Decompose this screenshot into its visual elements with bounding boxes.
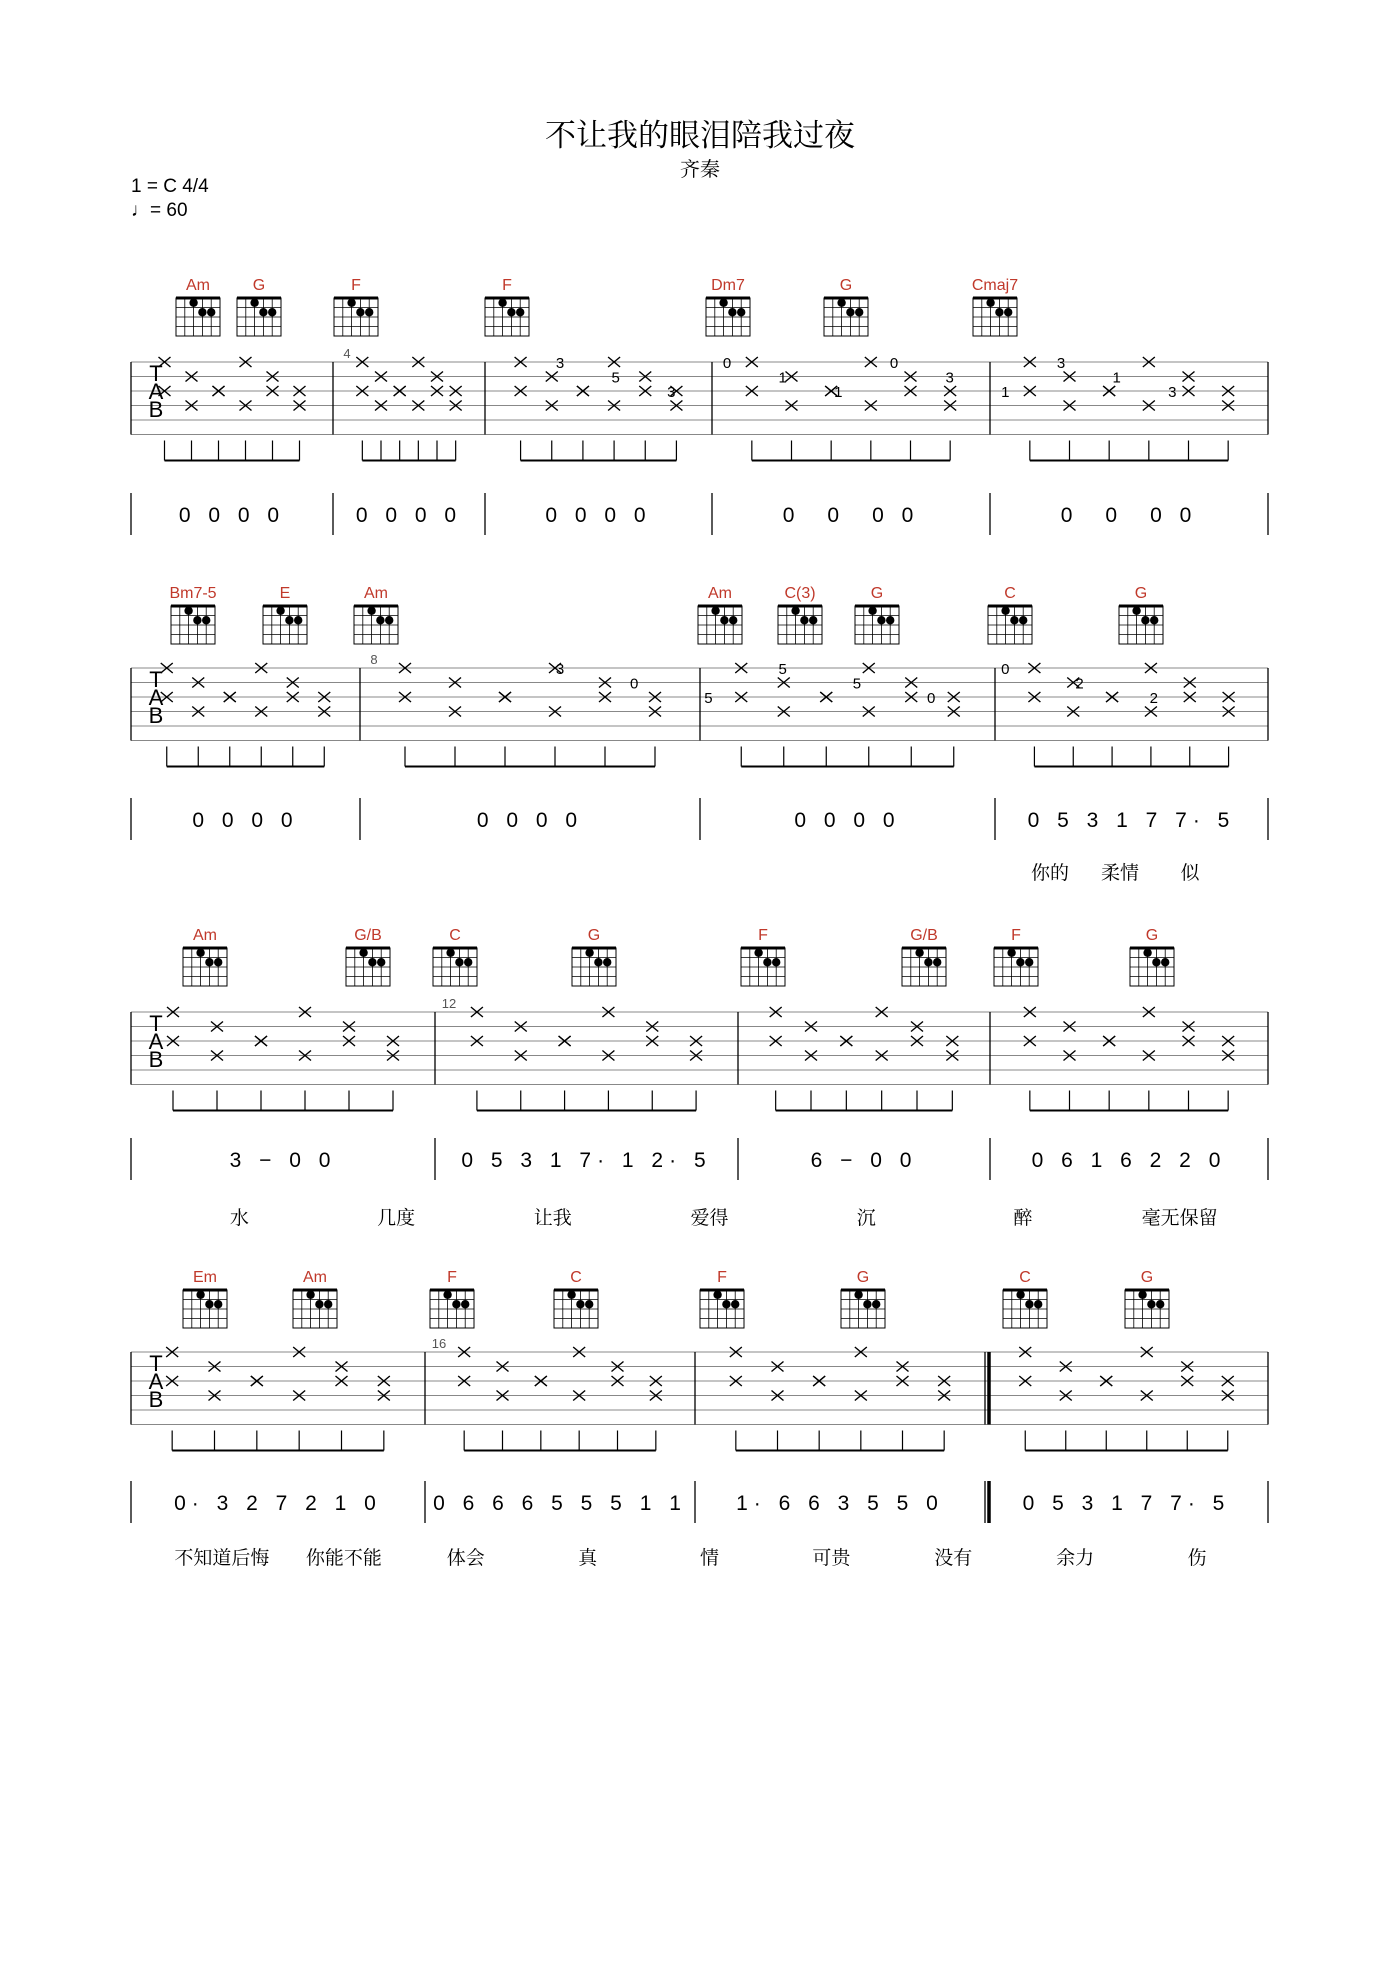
chord-finger-dot [1132,607,1140,615]
chord-name: C [1004,585,1016,602]
jianpu-measure: 0 0 0 0 [192,809,299,832]
chord-name: Bm7-5 [169,585,217,602]
tab-system [131,927,1268,1229]
tab-clef-letter: A [148,1029,164,1054]
tab-fret-number: 3 [555,355,565,372]
tab-clef-letter: A [148,379,164,404]
chord-finger-dot [763,958,771,966]
jianpu-measure: 3 − 0 0 [229,1149,337,1172]
chord-name: G [839,277,853,294]
jianpu-measure: 0 0 0 0 [476,809,584,832]
chord-finger-dot [452,1300,460,1308]
chord-finger-dot [872,1300,880,1308]
chord-finger-dot [729,616,737,624]
chord-finger-dot [516,308,524,316]
lyric-word: 柔情 [1100,863,1140,884]
chord-finger-dot [877,616,885,624]
chord-finger-dot [268,308,276,316]
chord-finger-dot [603,958,611,966]
jianpu-measure: 0· 3 2 7 2 1 0 [174,1492,382,1515]
lyric-word: 不知道后悔 [174,1548,270,1569]
lyric-word: 伤 [1187,1548,1207,1569]
measure-number: 4 [343,346,351,361]
chord-finger-dot [285,616,293,624]
tab-fret-number: 1 [834,384,843,401]
jianpu-measure: 0 0 0 0 [794,809,901,832]
chord-finger-dot [464,958,472,966]
tab-fret-number: 0 [1001,661,1010,678]
tab-fret-number: 3 [1168,384,1177,401]
tab-fret-number: 3 [555,661,565,678]
chord-finger-dot [1141,616,1149,624]
chord-finger-dot [713,1291,721,1299]
chord-finger-dot [754,949,762,957]
chord-finger-dot [347,299,355,307]
chord-name: Am [708,585,732,602]
chord-name: G [856,1269,870,1286]
chord-finger-dot [276,607,284,615]
chord-name: G [252,277,266,294]
chord-finger-dot [214,1300,222,1308]
chord-finger-dot [184,607,192,615]
tab-fret-number: 2 [1149,690,1158,707]
chord-finger-dot [294,616,302,624]
chord-finger-dot [189,299,197,307]
tab-clef-letter: B [148,1047,164,1072]
tab-clef-letter: T [149,361,163,386]
chord-finger-dot [855,308,863,316]
tab-fret-number: 5 [704,690,713,707]
chord-finger-dot [507,308,515,316]
chord-finger-dot [1150,616,1158,624]
chord-name: F [758,927,768,944]
chord-finger-dot [567,1291,575,1299]
tab-system [131,277,1268,535]
chord-finger-dot [1001,607,1009,615]
lyric-word: 余力 [1056,1548,1095,1569]
jianpu-measure: 0 0 0 0 [545,504,652,527]
chord-name: F [502,277,512,294]
jianpu-measure: 1· 6 6 3 5 5 0 [736,1492,944,1515]
chord-finger-dot [376,616,384,624]
chord-finger-dot [737,308,745,316]
lyric-word: 似 [1180,863,1200,884]
chord-name: G [1134,585,1148,602]
chord-finger-dot [986,299,994,307]
chord-finger-dot [205,1300,213,1308]
lyric-word: 真 [578,1548,598,1569]
chord-finger-dot [365,308,373,316]
tab-clef-letter: B [148,397,164,422]
lyric-word: 让我 [533,1208,572,1229]
chord-finger-dot [198,308,206,316]
tab-clef-letter: A [148,1369,164,1394]
tab-clef-letter: T [149,1011,163,1036]
chord-finger-dot [933,958,941,966]
chord-name: Cmaj7 [971,277,1019,294]
jianpu-measure: 0 0 0 0 [782,504,920,527]
lyric-word: 你的 [1030,863,1070,884]
song-title: 不让我的眼泪陪我过夜 [545,118,855,153]
tab-fret-number: 0 [630,675,639,693]
chord-finger-dot [315,1300,323,1308]
chord-finger-dot [1016,958,1024,966]
tab-fret-number: 0 [926,690,936,707]
chord-name: C [1019,1269,1031,1286]
chord-finger-dot [846,308,854,316]
chord-finger-dot [359,949,367,957]
tab-clef-letter: B [148,1387,164,1412]
chord-finger-dot [585,1300,593,1308]
measure-number: 16 [431,1336,447,1351]
tab-fret-number: 5 [852,675,862,693]
chord-name: F [717,1269,727,1286]
chord-finger-dot [1034,1300,1042,1308]
tempo-marking: ♩= 60 [131,200,188,221]
chord-finger-dot [498,299,506,307]
chord-name: G [1140,1269,1154,1286]
chord-finger-dot [377,958,385,966]
chord-finger-dot [455,958,463,966]
tab-fret-number: 0 [889,355,899,372]
jianpu-measure: 0 5 3 1 7 7· 5 [1027,809,1236,832]
chord-finger-dot [809,616,817,624]
chord-finger-dot [995,308,1003,316]
artist-name: 齐秦 [680,159,720,181]
lyric-word: 可贵 [812,1548,851,1569]
tab-system [131,585,1268,884]
chord-name: Dm7 [711,277,745,294]
chord-finger-dot [259,308,267,316]
chord-finger-dot [1025,1300,1033,1308]
chord-finger-dot [728,308,736,316]
chord-finger-dot [446,949,454,957]
chord-finger-dot [202,616,210,624]
lyric-word: 爱得 [690,1208,729,1229]
chord-finger-dot [854,1291,862,1299]
chord-finger-dot [711,607,719,615]
lyric-word: 毫无保留 [1141,1208,1218,1229]
tab-clef-letter: T [149,1351,163,1376]
chord-name: F [447,1269,457,1286]
chord-name: G [1145,927,1159,944]
chord-finger-dot [1138,1291,1146,1299]
chord-finger-dot [207,308,215,316]
chord-name: Am [186,277,210,294]
chord-name: F [351,277,361,294]
chord-finger-dot [214,958,222,966]
chord-finger-dot [585,949,593,957]
chord-finger-dot [1152,958,1160,966]
tab-system [131,1269,1268,1569]
jianpu-measure: 0 6 1 6 2 2 0 [1031,1149,1227,1172]
chord-finger-dot [356,308,364,316]
chord-name: C(3) [784,585,816,602]
chord-finger-dot [1007,949,1015,957]
chord-finger-dot [1010,616,1018,624]
chord-finger-dot [791,607,799,615]
jianpu-measure: 0 0 0 0 [178,504,286,527]
chord-finger-dot [1156,1300,1164,1308]
chord-name: G [587,927,601,944]
lyric-word: 水 [229,1208,249,1229]
tab-fret-number: 3 [945,369,954,387]
tab-clef-letter: A [148,685,164,710]
chord-name: E [279,585,291,602]
chord-finger-dot [863,1300,871,1308]
measure-number: 12 [441,996,457,1011]
chord-finger-dot [1016,1291,1024,1299]
chord-name: G/B [910,927,938,944]
tab-clef-letter: T [149,667,163,692]
lyric-word: 沉 [856,1208,876,1229]
tab-clef-letter: B [148,703,164,728]
chord-finger-dot [594,958,602,966]
lyric-word: 体会 [446,1548,485,1569]
lyric-word: 醉 [1013,1208,1033,1229]
lyric-word: 情 [699,1548,720,1569]
chord-finger-dot [1004,308,1012,316]
chord-finger-dot [385,616,393,624]
chord-finger-dot [1019,616,1027,624]
chord-finger-dot [205,958,213,966]
measure-number: 8 [370,652,378,667]
tab-fret-number: 3 [1056,355,1066,372]
tab-fret-number: 1 [1112,369,1121,387]
chord-name: Am [364,585,388,602]
tab-fret-number: 1 [778,369,787,387]
chord-name: C [570,1269,582,1286]
chord-name: C [449,927,461,944]
chord-finger-dot [800,616,808,624]
chord-finger-dot [731,1300,739,1308]
chord-finger-dot [368,958,376,966]
chord-name: Am [193,927,217,944]
chord-finger-dot [720,616,728,624]
chord-finger-dot [722,1300,730,1308]
jianpu-measure: 0 5 3 1 7· 1 2· 5 [461,1149,712,1172]
chord-finger-dot [367,607,375,615]
chord-finger-dot [324,1300,332,1308]
chord-finger-dot [250,299,258,307]
lyric-word: 几度 [377,1208,416,1229]
tab-fret-number: 1 [1001,384,1010,401]
chord-finger-dot [443,1291,451,1299]
chord-finger-dot [772,958,780,966]
lyric-word: 没有 [934,1548,973,1569]
chord-finger-dot [1143,949,1151,957]
chord-finger-dot [1025,958,1033,966]
chord-name: F [1011,927,1021,944]
chord-finger-dot [837,299,845,307]
chord-finger-dot [306,1291,314,1299]
jianpu-measure: 0 0 0 0 [1060,504,1198,527]
chord-finger-dot [915,949,923,957]
tab-fret-number: 5 [778,661,787,678]
chord-finger-dot [576,1300,584,1308]
jianpu-measure: 0 5 3 1 7 7· 5 [1022,1492,1231,1515]
tab-fret-number: 5 [611,369,620,387]
lyric-word: 你能不能 [305,1548,382,1569]
chord-name: Em [193,1269,217,1286]
chord-finger-dot [193,616,201,624]
jianpu-measure: 6 − 0 0 [810,1149,918,1172]
chord-finger-dot [461,1300,469,1308]
chord-finger-dot [868,607,876,615]
chord-finger-dot [196,949,204,957]
chord-name: G/B [354,927,382,944]
chord-name: G [870,585,884,602]
chord-finger-dot [196,1291,204,1299]
chord-finger-dot [1147,1300,1155,1308]
chord-finger-dot [886,616,894,624]
chord-name: Am [303,1269,327,1286]
chord-finger-dot [719,299,727,307]
key-signature: 1 = C 4/4 [131,176,209,197]
chord-finger-dot [1161,958,1169,966]
tab-fret-number: 2 [1075,675,1084,693]
tab-fret-number: 0 [722,355,732,372]
jianpu-measure: 0 6 6 6 5 5 5 1 1 [433,1492,687,1515]
tab-fret-number: 3 [667,384,676,401]
chord-finger-dot [924,958,932,966]
jianpu-measure: 0 0 0 0 [355,504,463,527]
